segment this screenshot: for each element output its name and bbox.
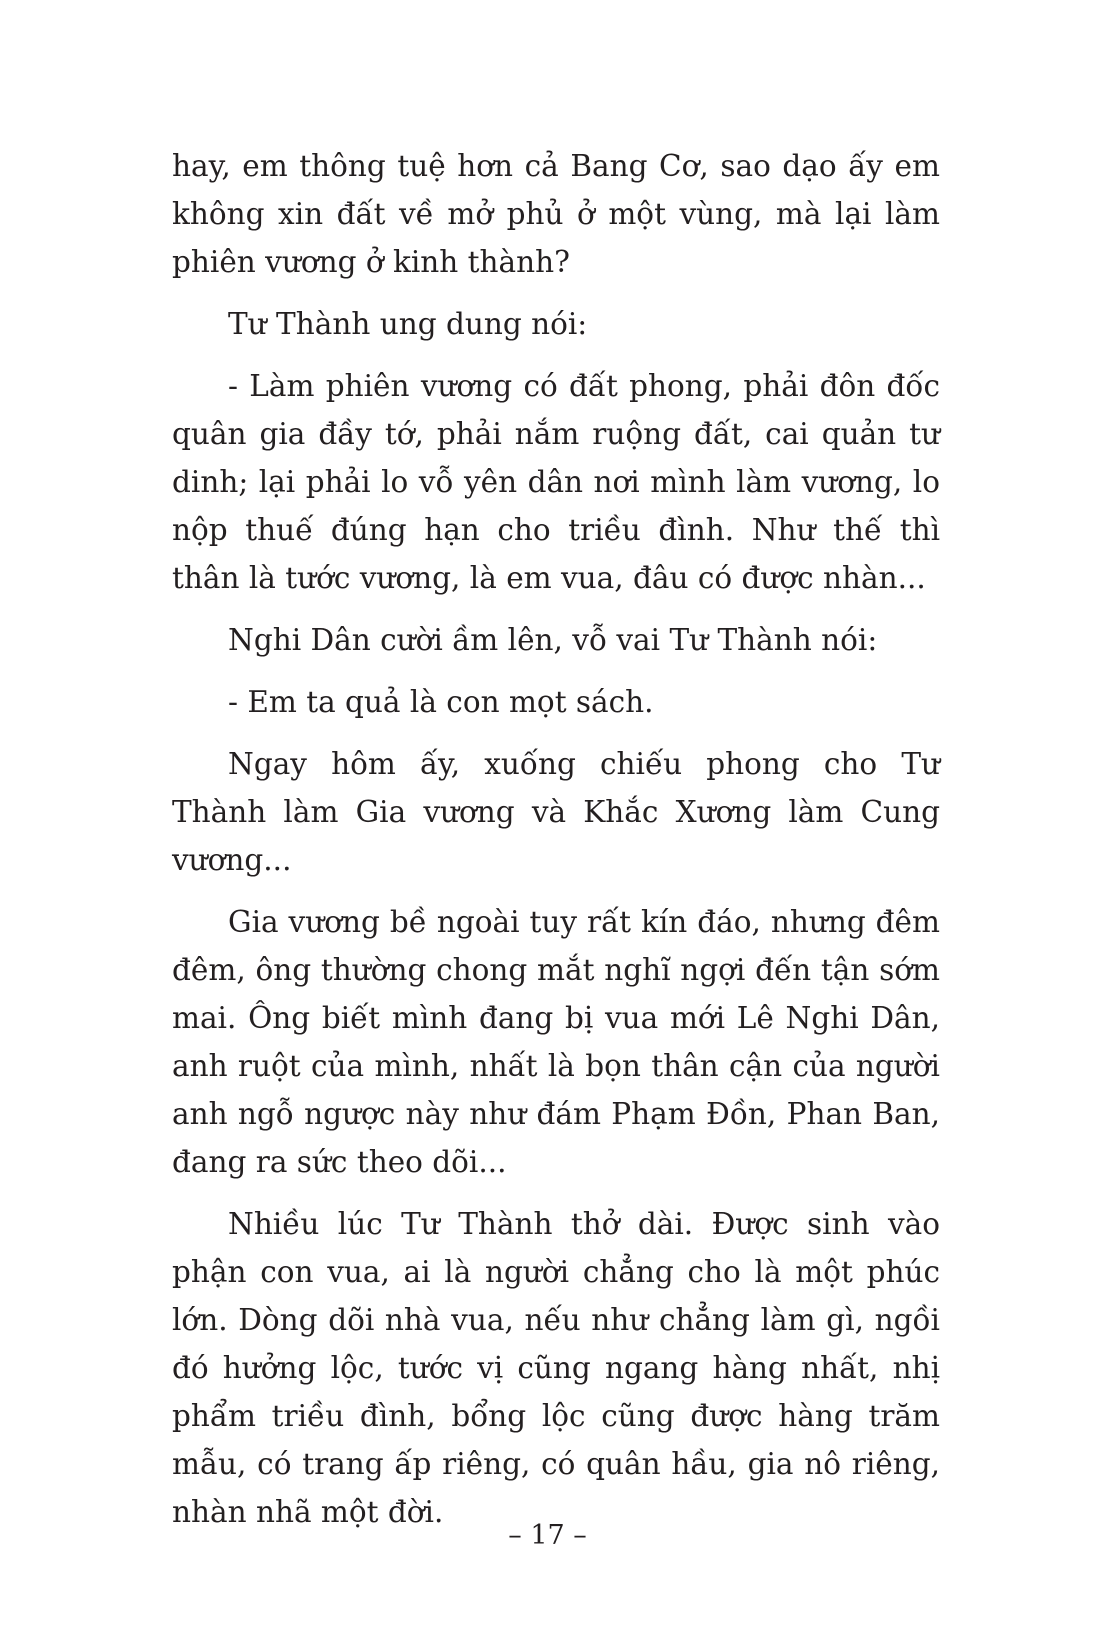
- paragraph-narration: Ngay hôm ấy, xuống chiếu phong cho Tư Thành làm Gia vương và Khắc Xương làm Cung vương...: [172, 747, 940, 877]
- paragraph-dialogue: - Em ta quả là con mọt sách.: [228, 685, 654, 719]
- body-text: [172, 142, 940, 1550]
- paragraph-narration: Tư Thành ung dung nói:: [228, 307, 588, 341]
- page-number: – 17 –: [508, 1520, 587, 1551]
- paragraph-narration: Nghi Dân cười ầm lên, vỗ vai Tư Thành nói:: [228, 623, 878, 657]
- paragraph-dialogue: - Làm phiên vương có đất phong, phải đôn đốc quân gia đầy tớ, phải nắm ruộng đất, cai quản tư dinh; lại phải lo vỗ yên dân nơi mình làm vương, lo nộp thuế đúng hạn cho triều đình. Như thế thì thân là tước vương, là em vua, đâu có được nhàn...: [172, 369, 940, 595]
- paragraph-continuation: hay, em thông tuệ hơn cả Bang Cơ, sao dạo ấy em không xin đất về mở phủ ở một vùng, mà lại làm phiên vương ở kinh thành?: [172, 149, 940, 279]
- paragraph-narration: Nhiều lúc Tư Thành thở dài. Được sinh vào phận con vua, ai là người chẳng cho là một phúc lớn. Dòng dõi nhà vua, nếu như chẳng làm gì, ngồi đó hưởng lộc, tước vị cũng ngang hàng nhất, nhị phẩm triều đình, bổng lộc cũng được hàng trăm mẫu, có trang ấp riêng, có quân hầu, gia nô riêng, nhàn nhã một đời.: [172, 1207, 940, 1529]
- paragraph-narration: Gia vương bề ngoài tuy rất kín đáo, nhưng đêm đêm, ông thường chong mắt nghĩ ngợi đến tận sớm mai. Ông biết mình đang bị vua mới Lê Nghi Dân, anh ruột của mình, nhất là bọn thân cận của người anh ngỗ ngược này như đám Phạm Đồn, Phan Ban, đang ra sức theo dõi...: [172, 905, 940, 1179]
